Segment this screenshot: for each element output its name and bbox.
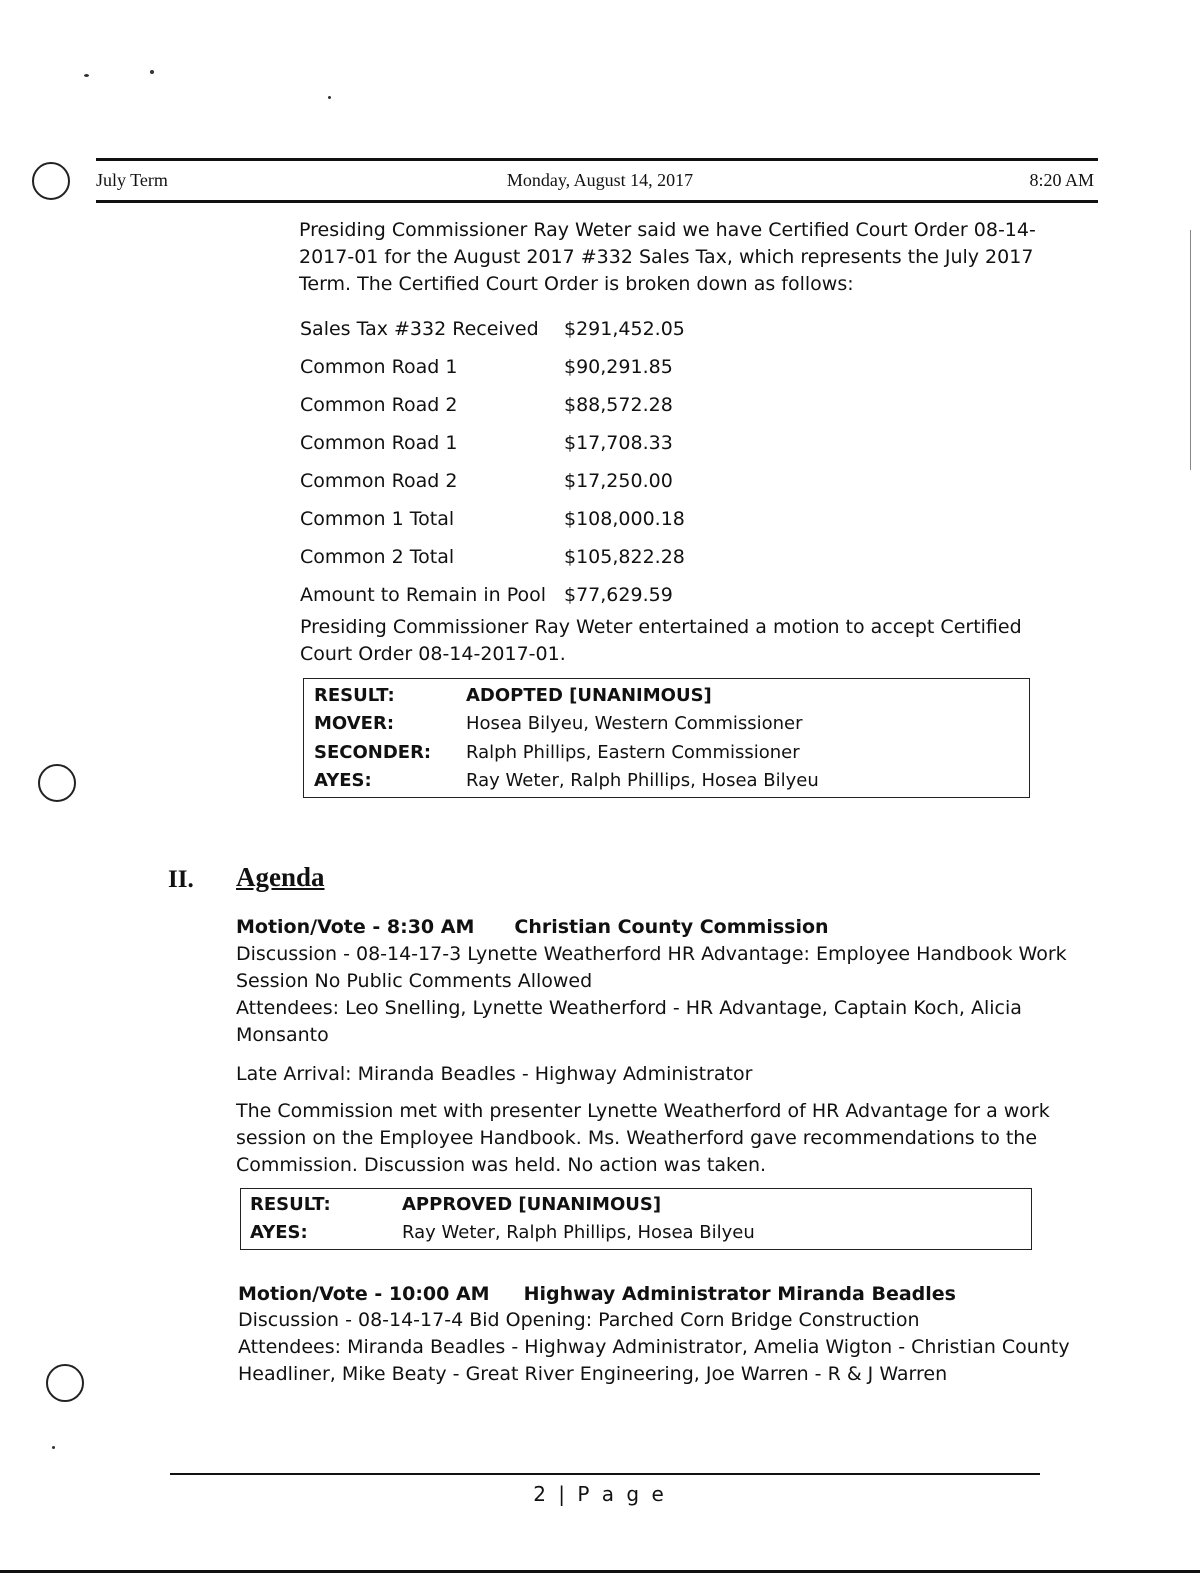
attendees-line: Headliner, Mike Beaty - Great River Engineering, Joe Warren - R & J Warren bbox=[238, 1363, 948, 1385]
result-value: Ralph Phillips, Eastern Commissioner bbox=[466, 741, 800, 763]
breakdown-label: Sales Tax #332 Received bbox=[300, 318, 539, 340]
motion-paragraph bbox=[300, 614, 1022, 668]
intro-paragraph bbox=[299, 217, 1036, 298]
header-time: 8:20 AM bbox=[1029, 170, 1094, 190]
breakdown-amount: $105,822.28 bbox=[564, 546, 685, 568]
result-key: AYES: bbox=[314, 770, 372, 792]
result-key: RESULT: bbox=[250, 1193, 331, 1215]
binder-hole-bottom bbox=[46, 1364, 84, 1402]
motion-line: Court Order 08-14-2017-01. bbox=[300, 643, 566, 665]
section-number: II. bbox=[168, 866, 194, 893]
table-row bbox=[300, 310, 685, 348]
breakdown-amount: $291,452.05 bbox=[564, 318, 685, 340]
breakdown-label: Common Road 2 bbox=[300, 470, 458, 492]
scan-edge-right bbox=[1190, 230, 1191, 470]
result-box-work-session bbox=[240, 1188, 1032, 1250]
table-row bbox=[314, 681, 819, 710]
agenda-item-2-details bbox=[238, 1307, 1070, 1388]
attendees-line: Attendees: Leo Snelling, Lynette Weatherford - HR Advantage, Captain Koch, Alicia bbox=[236, 997, 1022, 1019]
breakdown-amount: $77,629.59 bbox=[564, 584, 673, 606]
result-value: Hosea Bilyeu, Western Commissioner bbox=[466, 713, 803, 735]
summary-line: session on the Employee Handbook. Ms. Weatherford gave recommendations to the bbox=[236, 1127, 1038, 1149]
header-rule-top bbox=[96, 158, 1098, 161]
breakdown-label: Common Road 2 bbox=[300, 394, 458, 416]
binder-hole-middle bbox=[38, 764, 76, 802]
intro-line: Presiding Commissioner Ray Weter said we have Certified Court Order 08-14- bbox=[299, 219, 1036, 241]
breakdown-label: Common Road 1 bbox=[300, 356, 458, 378]
breakdown-amount: $88,572.28 bbox=[564, 394, 673, 416]
result-box-court-order bbox=[303, 678, 1030, 798]
late-arrival: Late Arrival: Miranda Beadles - Highway Administrator bbox=[236, 1063, 753, 1085]
motion-organization: Christian County Commission bbox=[514, 916, 829, 938]
result-value: Ray Weter, Ralph Phillips, Hosea Bilyeu bbox=[402, 1222, 755, 1244]
agenda-item-1-heading bbox=[236, 916, 829, 938]
breakdown-label: Common 1 Total bbox=[300, 508, 455, 530]
intro-line: Term. The Certified Court Order is broken down as follows: bbox=[299, 273, 854, 295]
scan-speck bbox=[150, 70, 154, 74]
motion-line: Presiding Commissioner Ray Weter entertained a motion to accept Certified bbox=[300, 616, 1022, 638]
breakdown-label: Common 2 Total bbox=[300, 546, 455, 568]
table-row bbox=[300, 424, 685, 462]
header-rule-bottom bbox=[96, 200, 1098, 203]
header-term: July Term bbox=[96, 170, 168, 190]
table-row bbox=[314, 710, 819, 739]
summary-line: Commission. Discussion was held. No action was taken. bbox=[236, 1154, 767, 1176]
result-key: SECONDER: bbox=[314, 741, 432, 763]
section-title: Agenda bbox=[236, 862, 325, 892]
agenda-item-1-details bbox=[236, 941, 1067, 1049]
motion-vote-time: Motion/Vote - 10:00 AM bbox=[238, 1283, 490, 1305]
result-value: Ray Weter, Ralph Phillips, Hosea Bilyeu bbox=[466, 770, 819, 792]
result-value: ADOPTED [UNANIMOUS] bbox=[466, 684, 712, 706]
table-row bbox=[300, 386, 685, 424]
header-date: Monday, August 14, 2017 bbox=[506, 170, 694, 190]
agenda-item-1-summary bbox=[236, 1098, 1050, 1179]
table-row bbox=[250, 1190, 755, 1219]
table-row bbox=[300, 500, 685, 538]
result-value: APPROVED [UNANIMOUS] bbox=[402, 1193, 662, 1215]
footer-rule bbox=[170, 1473, 1040, 1475]
motion-vote-time: Motion/Vote - 8:30 AM bbox=[236, 916, 475, 938]
result-key: MOVER: bbox=[314, 713, 395, 735]
table-row bbox=[300, 462, 685, 500]
table-row bbox=[314, 738, 819, 767]
summary-line: The Commission met with presenter Lynette Weatherford of HR Advantage for a work bbox=[236, 1100, 1050, 1122]
sales-tax-breakdown-table bbox=[300, 310, 685, 614]
discussion-line: Discussion - 08-14-17-3 Lynette Weatherford HR Advantage: Employee Handbook Work bbox=[236, 943, 1067, 965]
scan-speck bbox=[84, 74, 89, 77]
result-key: RESULT: bbox=[314, 684, 395, 706]
breakdown-label: Amount to Remain in Pool bbox=[300, 584, 547, 606]
discussion-line: Session No Public Comments Allowed bbox=[236, 970, 593, 992]
table-row bbox=[314, 767, 819, 796]
agenda-item-2-heading bbox=[238, 1283, 956, 1305]
table-row bbox=[300, 538, 685, 576]
breakdown-amount: $17,250.00 bbox=[564, 470, 673, 492]
intro-line: 2017-01 for the August 2017 #332 Sales Tax, which represents the July 2017 bbox=[299, 246, 1034, 268]
breakdown-amount: $108,000.18 bbox=[564, 508, 685, 530]
table-row bbox=[300, 576, 685, 614]
motion-organization: Highway Administrator Miranda Beadles bbox=[523, 1283, 956, 1305]
scan-speck bbox=[328, 96, 331, 99]
breakdown-label: Common Road 1 bbox=[300, 432, 458, 454]
table-row bbox=[300, 348, 685, 386]
discussion-line: Discussion - 08-14-17-4 Bid Opening: Parched Corn Bridge Construction bbox=[238, 1309, 920, 1331]
scan-speck bbox=[52, 1446, 55, 1449]
table-row bbox=[250, 1219, 755, 1248]
scan-edge-bottom bbox=[0, 1570, 1200, 1573]
attendees-line: Attendees: Miranda Beadles - Highway Administrator, Amelia Wigton - Christian County bbox=[238, 1336, 1070, 1358]
breakdown-amount: $90,291.85 bbox=[564, 356, 673, 378]
attendees-line: Monsanto bbox=[236, 1024, 329, 1046]
result-key: AYES: bbox=[250, 1222, 308, 1244]
page-number: 2 | P a g e bbox=[533, 1482, 667, 1506]
breakdown-amount: $17,708.33 bbox=[564, 432, 673, 454]
